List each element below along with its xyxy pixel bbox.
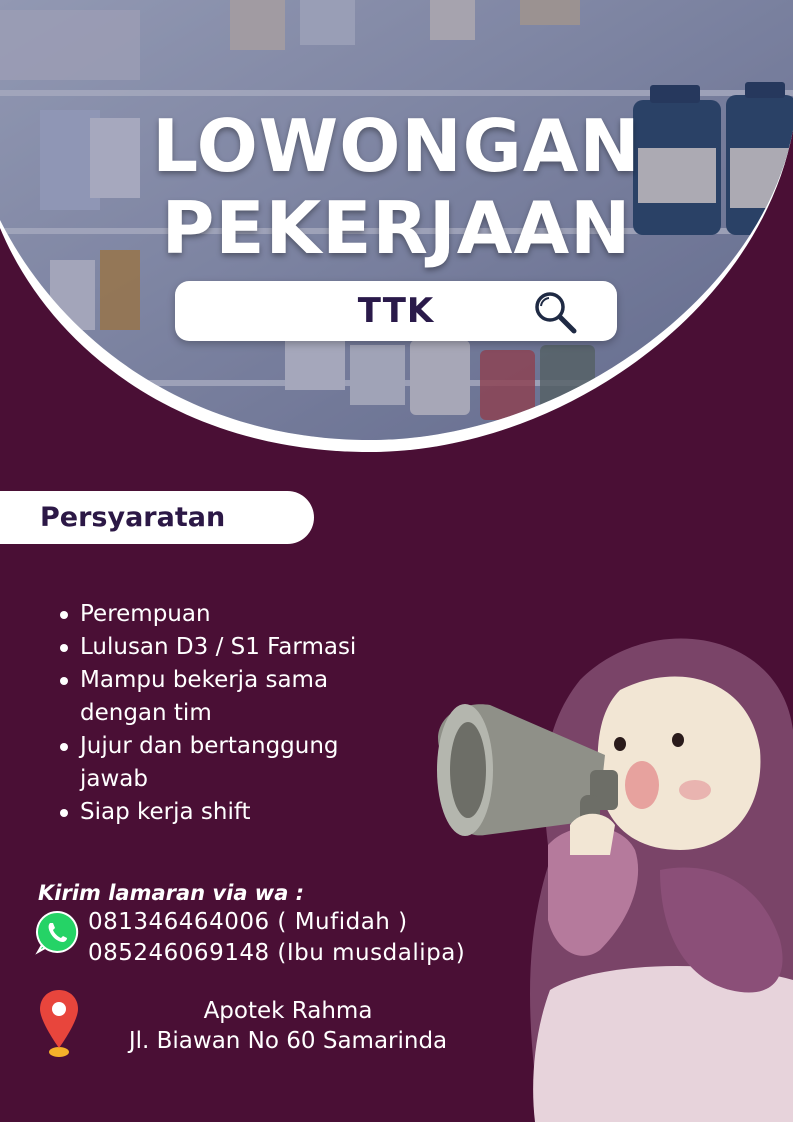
list-item: Siap kerja shift: [58, 796, 388, 829]
position-text: TTK: [357, 291, 435, 331]
list-item: Jujur dan bertanggung jawab: [58, 730, 388, 796]
headline-line-2: PEKERJAAN: [161, 186, 632, 270]
requirements-title: Persyaratan: [40, 502, 226, 533]
girl-megaphone-illustration: [430, 620, 793, 1122]
requirements-list: [58, 598, 388, 829]
position-search-bar: [175, 281, 617, 341]
whatsapp-icon: [34, 909, 80, 955]
pharmacy-name: Apotek Rahma: [203, 998, 373, 1024]
location-pin-icon: [36, 988, 82, 1060]
list-item: Lulusan D3 / S1 Farmasi: [58, 631, 388, 664]
headline-line-1: LOWONGAN: [152, 104, 641, 188]
list-item: Perempuan: [58, 598, 388, 631]
magnifier-icon: [531, 288, 579, 336]
phone-number-2: 085246069148 (Ibu musdalipa): [88, 940, 466, 966]
requirements-tab: [0, 491, 314, 544]
phone-number-1: 081346464006 ( Mufidah ): [88, 909, 408, 935]
contact-heading: Kirim lamaran via wa :: [38, 881, 305, 905]
list-item: Mampu bekerja sama dengan tim: [58, 664, 388, 730]
pharmacy-address: Jl. Biawan No 60 Samarinda: [128, 1028, 448, 1054]
